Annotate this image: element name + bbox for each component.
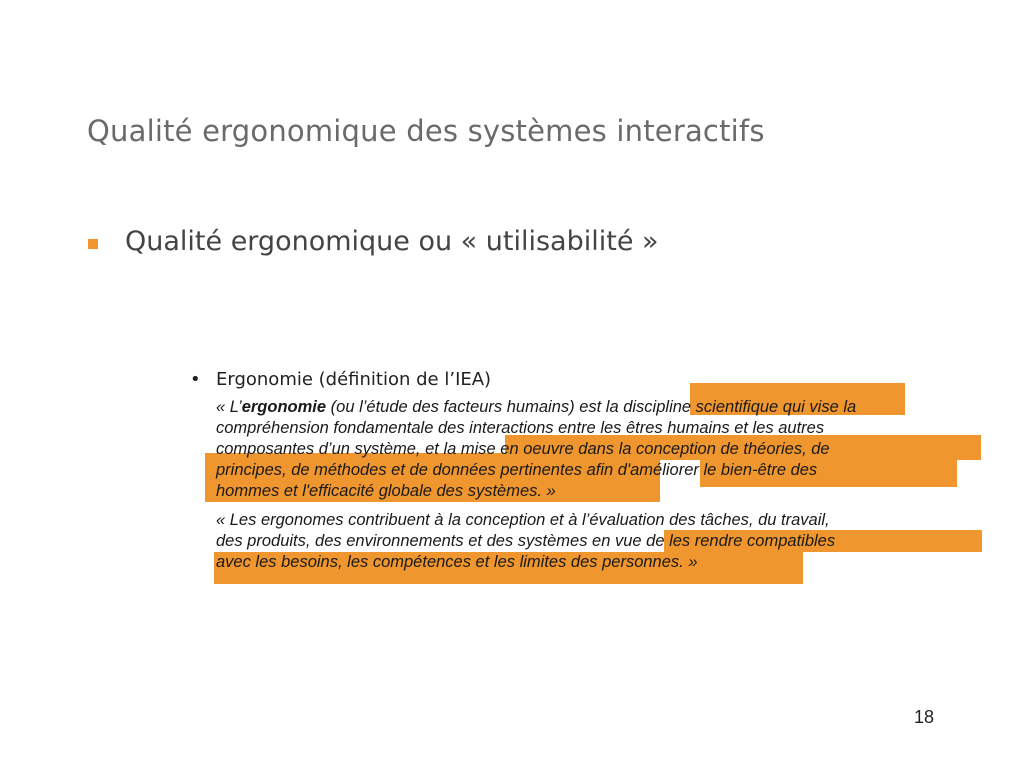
bullet-dot-icon: •	[190, 369, 201, 390]
bullet-level1-text: Qualité ergonomique ou « utilisabilité »	[125, 226, 659, 257]
square-bullet-icon	[88, 239, 98, 249]
bullet-level2-text: Ergonomie (définition de l’IEA)	[216, 369, 492, 390]
quote-line: compréhension fondamentale des interactions entre les êtres humains et les autres	[216, 419, 825, 437]
quote-line: avec les besoins, les compétences et les limites des personnes. »	[216, 553, 698, 571]
quote-text: « L’	[216, 398, 242, 416]
quote-line: composantes d’un système, et la mise en oeuvre dans la conception de théories, de	[216, 440, 830, 458]
quote-line: « Les ergonomes contribuent à la conception et à l’évaluation des tâches, du travail,	[216, 511, 830, 529]
quote-line	[216, 397, 856, 418]
quote-line: principes, de méthodes et de données pertinentes afin d'améliorer le bien-être des	[216, 461, 818, 479]
quote-text: (ou l’étude des facteurs humains) est la discipline scientifique qui vise la	[326, 398, 857, 416]
quote-keyword: ergonomie	[241, 398, 327, 416]
quote-line: hommes et l'efficacité globale des systèmes. »	[216, 482, 556, 500]
slide-title: Qualité ergonomique des systèmes interactifs	[87, 114, 765, 148]
page-number: 18	[914, 707, 935, 727]
quote-line: des produits, des environnements et des systèmes en vue de les rendre compatibles	[216, 532, 836, 550]
